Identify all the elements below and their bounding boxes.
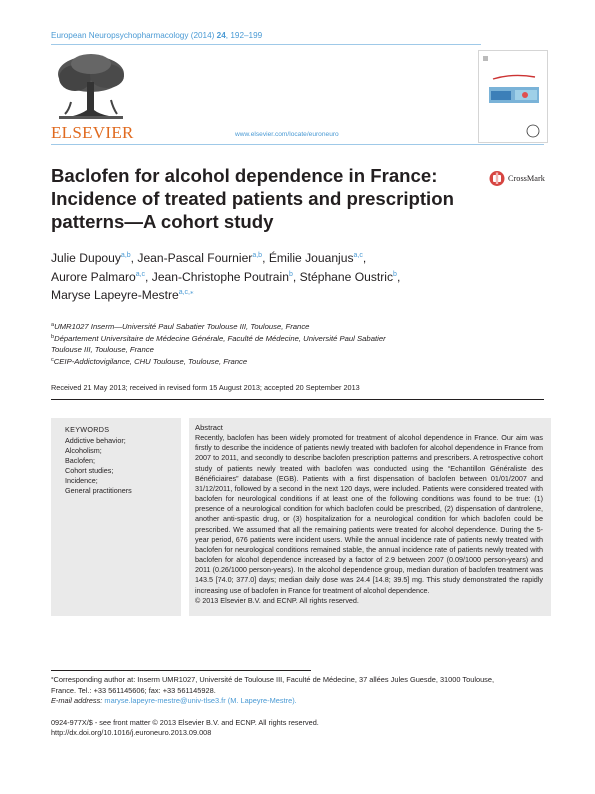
received-dates: Received 21 May 2013; received in revised form 15 August 2013; accepted 20 September 2013 <box>51 383 360 392</box>
keyword-item: Addictive behavior; <box>65 436 126 445</box>
abstract-copyright: © 2013 Elsevier B.V. and ECNP. All rights reserved. <box>195 595 359 605</box>
abstract-text: Recently, baclofen has been widely promoted for treatment of alcohol dependence in France. Our aim was firstly to describe the incidence of patients newly treated with baclofen for alcohol dependence in France from 2007 to 2011, and secondly to describe baclofen prescription patterns and prescribers. A retrospective cohort study of patients newly treated with baclofen was conducted using the “Echantillon Généraliste des Bénéficiaires” database (EGB). Patients with a first dispensation of baclofen between 01/01/2007 and 31/12/2011, followed by a second in the next 120 days, were included. Patients were considered treated with baclofen for neurological conditions if at least one of the following conditions was found to be true: (1) presence of a neurological condition for which baclofen could be prescribed, (2) dispensation of dantrolene, another anti-spastic drug, or (3) hospitalization for a neurological condition for which baclofen could be prescribed. We assumed that all the remaining patients were treated for alcohol dependence. During the 5-year period, 676 patients were incident users. While the annual incidence rate of patients newly treated with baclofen for neurological conditions remained stable, the annual incidence rate of patients newly treated with baclofen for alcohol dependence increased by a factor of 2.9 between 2007 (0.09/1000 person-years) and 2011 (0.26/1000 person-years). In the alcohol dependence group, median duration of baclofen treatment was 143.5 [74.0; 377.0] days; median daily dose was 24.4 [14.8; 39.5] mg. This study demonstrated the rapidly increasing use of baclofen in France for treatment of alcohol dependence. <box>195 433 543 595</box>
affiliation-marker[interactable]: a,b <box>120 252 131 259</box>
affiliation-marker[interactable]: a,c <box>353 252 363 259</box>
journal-pages: , 192–199 <box>225 31 263 40</box>
crossmark-icon <box>489 170 505 187</box>
affiliation-marker[interactable]: b <box>288 270 293 278</box>
footnote-divider <box>51 670 311 671</box>
author-line-3 <box>51 286 541 305</box>
email-label: E-mail address: <box>51 696 103 705</box>
section-divider <box>51 399 544 400</box>
keywords-box <box>51 418 181 616</box>
bottom-info <box>51 718 319 738</box>
author-name[interactable]: Jean-Christophe Poutrain <box>151 269 289 284</box>
author-name[interactable]: Julie Dupouy <box>51 251 121 265</box>
keyword-item: Alcoholism; <box>65 446 102 455</box>
footnote-marker: ⁎ <box>51 675 54 681</box>
doi-link[interactable]: http://dx.doi.org/10.1016/j.euroneuro.2013.09.008 <box>51 728 212 737</box>
abstract-box <box>189 418 551 616</box>
keyword-item: General practitioners <box>65 486 132 495</box>
author-name[interactable]: Jean-Pascal Fournier <box>137 251 253 265</box>
issn-line: 0924-977X/$ - see front matter © 2013 Elsevier B.V. and ECNP. All rights reserved. <box>51 718 319 727</box>
journal-url-link[interactable]: www.elsevier.com/locate/euroneuro <box>235 131 339 138</box>
affiliation-marker[interactable]: b <box>393 270 397 278</box>
footnote-text-cont: France. Tel.: +33 561145606; fax: +33 561145928. <box>51 685 216 695</box>
affiliations <box>51 321 531 367</box>
affiliation-a: $^a$UMR1027 Inserm—Université Paul Sabatier Toulouse III, Toulouse, France <box>51 322 310 331</box>
footnote-text: Corresponding author at: Inserm UMR1027, Université de Toulouse III, Faculté de Médecine, 37 allées Jules Guesde, 31000 Toulouse, <box>53 675 495 684</box>
author-line-1: Julie Dupouy$^{a,b}$, Jean-Pascal Fournier$^{a,b}$, Émilie Jouanjus$^{a,c}$, <box>51 251 367 265</box>
header-bottom-divider <box>51 144 544 145</box>
abstract-heading: Abstract <box>195 423 223 432</box>
affiliation-marker[interactable]: a,b <box>252 252 263 259</box>
keyword-item: Cohort studies; <box>65 466 114 475</box>
crossmark-label: CrossMark <box>508 174 545 183</box>
author-line-2: Aurore Palmaro$^{a,c}$, Jean-Christophe Poutrain$^b$, Stéphane Oustric$^b$, <box>51 269 401 284</box>
author-name[interactable]: Émilie Jouanjus <box>268 251 354 265</box>
keyword-item: Baclofen; <box>65 456 95 465</box>
journal-volume: 24 <box>216 31 226 40</box>
header-divider <box>51 44 481 45</box>
publisher-name: ELSEVIER <box>51 123 134 142</box>
article-title <box>51 164 471 233</box>
email-link[interactable]: maryse.lapeyre-mestre@univ-tlse3.fr (M. Lapeyre-Mestre). <box>104 696 297 705</box>
title-line-3: patterns—A cohort study <box>51 211 274 232</box>
author-name[interactable]: Maryse Lapeyre-Mestre <box>51 288 179 302</box>
author-name[interactable]: Stéphane Oustric <box>299 269 394 284</box>
crossmark-button[interactable] <box>489 170 545 187</box>
journal-citation: European Neuropsychopharmacology (2014) 24, 192–199 <box>51 31 263 40</box>
author-name[interactable]: Aurore Palmaro <box>51 269 136 284</box>
affiliation-b: $^b$Département Universitaire de Médecine Générale, Faculté de Médecine, Université Paul Sabatier <box>51 333 386 343</box>
journal-cover-image <box>478 50 548 143</box>
title-line-1: Baclofen for alcohol dependence in France: <box>51 165 438 186</box>
affiliation-c: $^c$CEIP-Addictovigilance, CHU Toulouse, Toulouse, France <box>51 356 248 366</box>
keyword-item: Incidence; <box>65 476 98 485</box>
author-list <box>51 249 541 305</box>
corresponding-author-footnote <box>51 675 541 707</box>
title-line-2: Incidence of treated patients and prescription <box>51 188 454 209</box>
affiliation-marker[interactable]: a,c,⁎ <box>178 289 194 296</box>
keywords-heading: KEYWORDS <box>65 425 110 434</box>
affiliation-marker[interactable]: a,c <box>135 270 146 278</box>
affiliation-b-cont: Toulouse III, Toulouse, France <box>51 345 154 354</box>
